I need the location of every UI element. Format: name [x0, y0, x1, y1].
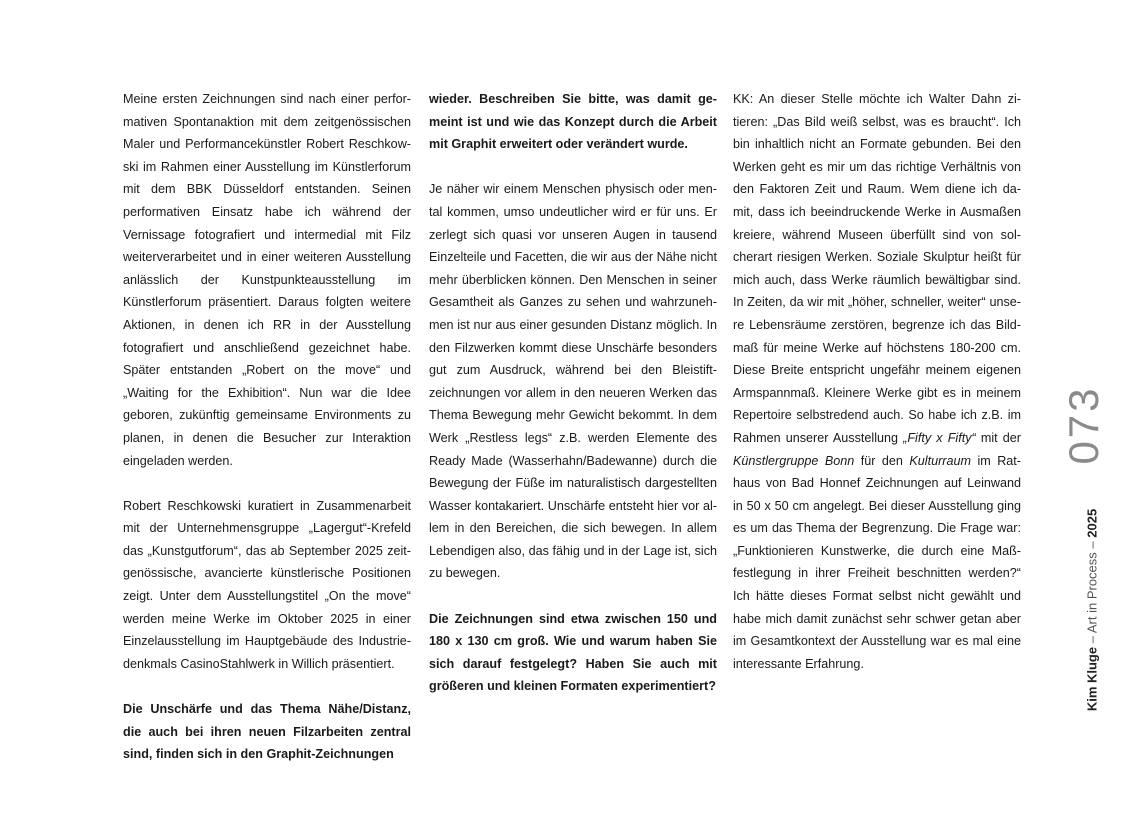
interview-question: Die Zeichnungen sind etwa zwischen 150 und 180 x 130 cm groß. Wie und warum haben Sie sich darauf festgelegt? Haben Sie auch mit größeren und kleinen Formaten experimentiert?: [429, 611, 717, 694]
text-column-1: [123, 88, 411, 788]
exhibition-title: „Fifty x Fifty“: [903, 430, 976, 445]
group-name: Künstlergruppe Bonn: [733, 453, 855, 468]
paragraph: [733, 88, 1021, 675]
author-name: Kim Kluge: [1084, 646, 1100, 712]
text-column-2: [429, 88, 717, 721]
text-run: KK: An dieser Stelle möchte ich Walter Dahn zitieren: „Das Bild weiß selbst, was es braucht“. Ich bin inhaltlich nicht an Formate gebunden. Bei den Werken geht es mir um das richtige Verhältnis von den Faktoren Zeit und Raum. Wem diene ich damit, dass ich beeindruckende Werke in Ausmaßen kreiere, während Museen überfüllt sind von solcherart riesigen Werken. Soziale Skulptur heißt für mich auch, dass Werke räumlich bewältigbar sind. In Zeiten, da wir mit „höher, schneller, weiter“ unsere Lebensräume zerstören, begrenze ich das Bildmaß für meine Werke auf höchstens 180-200 cm. Diese Breite entspricht ungefähr meinem eigenen Armspannmaß. Kleinere Werke gibt es in meinem Repertoire selbstredend auch. So habe ich z.B. im Rahmen unserer Ausstellung: [733, 92, 1021, 445]
publication-title: Art in Process: [1084, 552, 1100, 634]
running-header: [1085, 509, 1100, 711]
page-number: 073: [1060, 385, 1107, 465]
text-column-3: [733, 88, 1021, 698]
venue-name: Kulturraum: [909, 453, 971, 468]
text-run: im Rathaus von Bad Honnef Zeichnungen auf Leinwand in 50 x 50 cm angelegt. Bei dieser Ausstellung ging es um das Thema der Begrenzung. Die Frage war: „Funktionieren Kunstwerke, die durch eine Maßfestlegung in ihrer Freiheit beschnitten werden?“ Ich hätte dieses Format selbst nicht gewählt und habe mich damit zunächst sehr schwer getan aber im Gesamtkontext der Ausstellung war es mal eine interessante Erfahrung.: [733, 453, 1021, 671]
interview-question: wieder. Beschreiben Sie bitte, was damit gemeint ist und wie das Konzept durch die Arbeit mit Graphit erweitert oder verändert wurde.: [429, 92, 717, 152]
paragraph: Je näher wir einem Menschen physisch oder mental kommen, umso undeutlicher wird er für uns. Er zerlegt sich quasi vor unseren Augen in tausend Einzelteile und Facetten, die wir aus der Nähe nicht mehr überblicken können. Den Menschen in seiner Gesamtheit als Ganzes zu sehen und wahrzunehmen ist nur aus einer gesunden Distanz möglich. In den Filzwerken kommt diese Unschärfe besonders gut zum Ausdruck, während bei den Bleistiftzeichnungen vor allem in den neueren Werken das Thema Bewegung mehr Gewicht bekommt. In dem Werk „Restless legs“ z.B. werden Elemente des Ready Made (Wasserhahn/Badewanne) durch die Bewegung der Füße im naturalistisch dargestellten Wasser kontakariert. Unschärfe entsteht hier vor allem in den Bereichen, die sich bewegen. In allem Lebendigen also, das fähig und in der Lage ist, sich zu bewegen.: [429, 182, 717, 581]
separator: –: [1084, 633, 1100, 647]
paragraph: Robert Reschkowski kuratiert in Zusammenarbeit mit der Unternehmensgruppe „Lagergut“-Krefeld das „Kunstgutforum“, das ab September 2025 zeitgenössische, avancierte künstlerische Positionen zeigt. Unter dem Ausstellungstitel „On the move“ werden meine Werke im Oktober 2025 in einer Einzelausstellung im Hauptgebäude des Industriedenkmals CasinoStahlwerk in Willich präsentiert.: [123, 498, 411, 671]
text-run: mit der: [975, 430, 1021, 445]
text-run: für den: [854, 453, 910, 468]
paragraph: Meine ersten Zeichnungen sind nach einer performativen Spontanaktion mit dem zeitgenössischen Maler und Performancekünstler Robert Reschkowski im Rahmen einer Ausstellung im Künstlerforum mit dem BBK Düsseldorf entstanden. Seinen performativen Einsatz habe ich während der Vernissage fotografiert und intermedial mit Filz weiterverarbeitet und in einer weiteren Ausstellung anlässlich der Kunstpunkteausstellung im Künstlerforum präsentiert. Daraus folgten weitere Aktionen, in denen ich RR in der Ausstellung fotografiert und anschließend gezeichnet habe. Später entstanden „Robert on the move“ und „Waiting for the Exhibition“. Nun war die Idee geboren, zukünftig gemeinsame Environments zu planen, in denen die Besucher zur Interaktion eingeladen werden.: [123, 92, 411, 468]
publication-year: 2025: [1084, 508, 1100, 538]
separator: –: [1084, 537, 1100, 553]
interview-question: Die Unschärfe und das Thema Nähe/Distanz, die auch bei ihren neuen Filzarbeiten zentral sind, finden sich in den Graphit-Zeichnungen: [123, 702, 411, 762]
